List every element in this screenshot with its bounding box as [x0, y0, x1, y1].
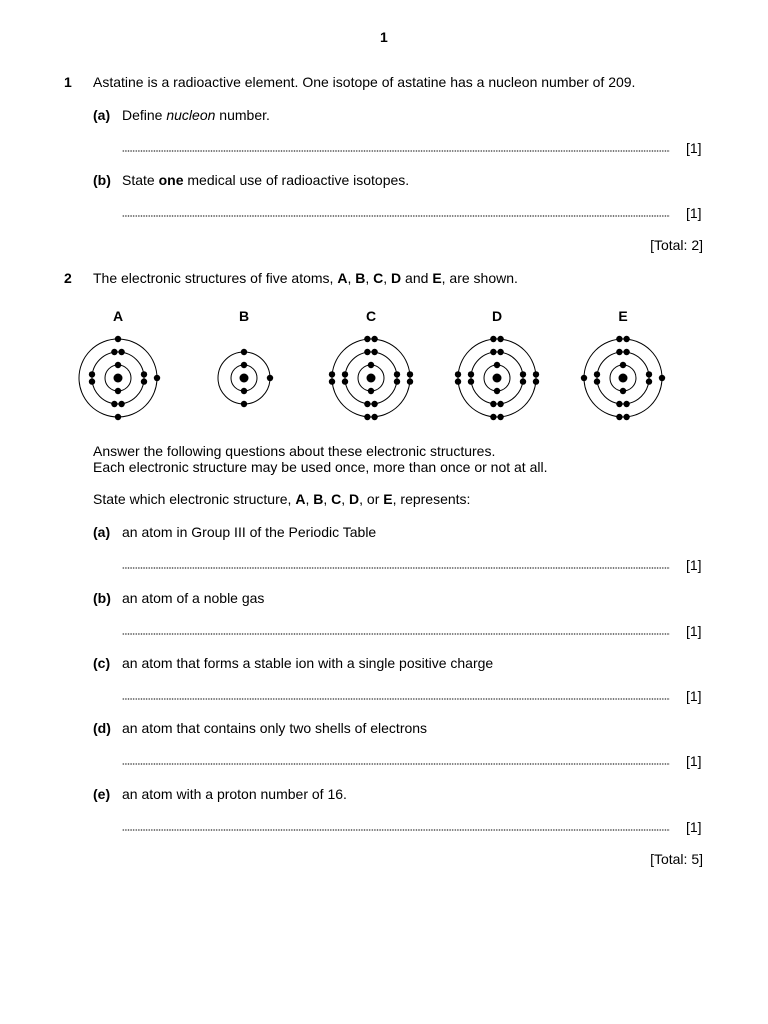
electron-D-shell2-4: [520, 378, 526, 384]
electron-A-shell2-8: [89, 378, 95, 384]
q2-intro-line1: Answer the following questions about these electronic structures.: [93, 443, 496, 459]
q2c-label: (c): [93, 655, 111, 671]
electron-E-shell3-5: [581, 375, 587, 381]
electron-B-shell2-3: [241, 401, 247, 407]
q2e-answer-line[interactable]: [122, 829, 670, 831]
q2-total: [Total: 5]: [650, 851, 703, 867]
atom-label-E: E: [618, 308, 628, 324]
electron-E-shell3-3: [616, 414, 622, 420]
electron-C-shell3-8: [329, 378, 335, 384]
electron-C-shell2-5: [364, 401, 370, 407]
electron-C-shell3-3: [407, 371, 413, 377]
q2-stem-A: A: [337, 270, 348, 286]
q2-stem-C: C: [373, 270, 384, 286]
electron-C-shell2-1: [364, 349, 370, 355]
electron-E-shell2-8: [594, 378, 600, 384]
electron-A-shell2-1: [111, 349, 117, 355]
electron-A-shell2-6: [118, 401, 124, 407]
electron-D-shell2-1: [490, 349, 496, 355]
atom-nucleus-A: [114, 374, 123, 383]
electron-D-shell2-5: [490, 401, 496, 407]
electron-C-shell3-5: [364, 414, 370, 420]
q1-total: [Total: 2]: [650, 237, 703, 253]
q2-stem-sep: ,: [347, 270, 356, 286]
electron-A-shell2-3: [141, 371, 147, 377]
q2-instruction-end: , represents:: [392, 491, 471, 507]
q1b-text-bold: one: [158, 172, 184, 188]
q1a-text-post: number.: [215, 107, 270, 123]
electron-C-shell3-4: [407, 378, 413, 384]
q2-instruction: [93, 491, 470, 507]
electron-C-shell2-3: [394, 371, 400, 377]
electron-C-shell2-7: [342, 371, 348, 377]
electron-D-shell2-6: [497, 401, 503, 407]
electron-C-shell2-6: [371, 401, 377, 407]
electron-B-shell1-2: [241, 388, 247, 394]
q1a-text-pre: Define: [122, 107, 167, 123]
q2-instruction-E: E: [383, 491, 393, 507]
electron-A-shell1-2: [115, 388, 121, 394]
q1-number: 1: [64, 74, 72, 90]
electron-E-shell1-1: [620, 362, 626, 368]
electron-C-shell1-1: [368, 362, 374, 368]
electron-C-shell3-7: [329, 371, 335, 377]
q2a-answer-line[interactable]: [122, 567, 670, 569]
atom-label-D: D: [491, 308, 503, 324]
q2-stem-text: The electronic structures of five atoms,: [93, 270, 338, 286]
q1b-text: [122, 172, 409, 188]
electron-C-shell2-4: [394, 378, 400, 384]
q2c-answer-line[interactable]: [122, 698, 670, 700]
electron-A-shell2-2: [118, 349, 124, 355]
q2c-mark: [1]: [686, 688, 702, 704]
q2-stem-sep: ,: [383, 270, 392, 286]
q2d-text: an atom that contains only two shells of electrons: [122, 720, 428, 736]
electron-B-shell2-1: [241, 349, 247, 355]
electron-D-shell1-2: [494, 388, 500, 394]
electron-A-shell2-5: [111, 401, 117, 407]
q2-stem-B: B: [355, 270, 366, 286]
q2-instruction-text: State which electronic structure,: [93, 491, 296, 507]
electron-A-shell2-7: [89, 371, 95, 377]
electron-E-shell2-6: [623, 401, 629, 407]
electron-A-shell3-2: [154, 375, 160, 381]
q1a-label: (a): [93, 107, 111, 123]
q2e-text: an atom with a proton number of 16.: [122, 786, 347, 802]
electronic-structure-diagrams: [0, 300, 768, 430]
atom-nucleus-E: [619, 374, 628, 383]
q1a-mark: [1]: [686, 140, 702, 156]
electron-C-shell2-2: [371, 349, 377, 355]
q1b-answer-line[interactable]: [122, 215, 670, 217]
q2b-answer-line[interactable]: [122, 633, 670, 635]
q2-instruction-D: D: [349, 491, 360, 507]
q1a-text: [122, 107, 270, 123]
electron-D-shell3-3: [533, 371, 539, 377]
atom-label-A: A: [112, 308, 124, 324]
electron-E-shell2-5: [616, 401, 622, 407]
q1b-text-pre: State: [122, 172, 159, 188]
q2-number: 2: [64, 270, 72, 286]
q2d-answer-line[interactable]: [122, 763, 670, 765]
q2-stem: [93, 270, 518, 286]
electron-C-shell1-2: [368, 388, 374, 394]
electron-E-shell2-7: [594, 371, 600, 377]
electron-D-shell3-7: [455, 371, 461, 377]
q2a-text: an atom in Group III of the Periodic Table: [122, 524, 377, 540]
electron-E-shell2-2: [623, 349, 629, 355]
electron-C-shell3-2: [371, 336, 377, 342]
q2-instruction-sep: ,: [305, 491, 314, 507]
q2a-label: (a): [93, 524, 111, 540]
q2e-mark: [1]: [686, 819, 702, 835]
electron-E-shell2-1: [616, 349, 622, 355]
q2-stem-end: , are shown.: [441, 270, 518, 286]
q1b-text-post: medical use of radioactive isotopes.: [183, 172, 410, 188]
q2-stem-E: E: [432, 270, 442, 286]
electron-E-shell2-3: [646, 371, 652, 377]
electron-E-shell1-2: [620, 388, 626, 394]
electron-D-shell3-8: [455, 378, 461, 384]
q2-instruction-A: A: [295, 491, 306, 507]
electron-D-shell3-2: [497, 336, 503, 342]
electron-E-shell3-1: [616, 336, 622, 342]
electron-B-shell1-1: [241, 362, 247, 368]
electron-D-shell2-7: [468, 371, 474, 377]
electron-C-shell3-1: [364, 336, 370, 342]
atom-nucleus-B: [240, 374, 249, 383]
electron-A-shell3-1: [115, 336, 121, 342]
q2c-text: an atom that forms a stable ion with a single positive charge: [122, 655, 494, 671]
q2b-label: (b): [93, 590, 111, 606]
electron-D-shell3-1: [490, 336, 496, 342]
electron-C-shell3-6: [371, 414, 377, 420]
electron-D-shell3-6: [497, 414, 503, 420]
q2-instruction-C: C: [331, 491, 342, 507]
electron-B-shell2-2: [267, 375, 273, 381]
electron-D-shell3-4: [533, 378, 539, 384]
q2-instruction-or: , or: [359, 491, 384, 507]
q1a-answer-line[interactable]: [122, 150, 670, 152]
electron-D-shell3-5: [490, 414, 496, 420]
q2-instruction-sep: ,: [323, 491, 332, 507]
electron-D-shell1-1: [494, 362, 500, 368]
electron-C-shell2-8: [342, 378, 348, 384]
q1-stem: Astatine is a radioactive element. One isotope of astatine has a nucleon number of 209.: [93, 74, 636, 90]
electron-E-shell2-4: [646, 378, 652, 384]
q2b-mark: [1]: [686, 623, 702, 639]
electron-E-shell3-4: [623, 414, 629, 420]
q2d-label: (d): [93, 720, 111, 736]
atom-nucleus-C: [367, 374, 376, 383]
q2-stem-and: and: [401, 270, 433, 286]
q2-stem-sep: ,: [365, 270, 374, 286]
page-number: 1: [380, 29, 388, 45]
q2e-label: (e): [93, 786, 111, 802]
q2d-mark: [1]: [686, 753, 702, 769]
q1a-text-emphasis: nucleon: [166, 107, 216, 123]
q2-instruction-B: B: [313, 491, 324, 507]
electron-E-shell3-6: [659, 375, 665, 381]
atom-nucleus-D: [493, 374, 502, 383]
q2a-mark: [1]: [686, 557, 702, 573]
electron-A-shell2-4: [141, 378, 147, 384]
q2-intro-line2: Each electronic structure may be used once, more than once or not at all.: [93, 459, 548, 475]
q1b-mark: [1]: [686, 205, 702, 221]
electron-A-shell1-1: [115, 362, 121, 368]
electron-D-shell2-8: [468, 378, 474, 384]
q2-instruction-sep: ,: [341, 491, 350, 507]
electron-D-shell2-3: [520, 371, 526, 377]
electron-A-shell3-3: [115, 414, 121, 420]
q2-stem-D: D: [391, 270, 402, 286]
q2b-text: an atom of a noble gas: [122, 590, 265, 606]
atom-label-B: B: [238, 308, 250, 324]
electron-E-shell3-2: [623, 336, 629, 342]
atom-label-C: C: [365, 308, 377, 324]
q1b-label: (b): [93, 172, 111, 188]
electron-D-shell2-2: [497, 349, 503, 355]
